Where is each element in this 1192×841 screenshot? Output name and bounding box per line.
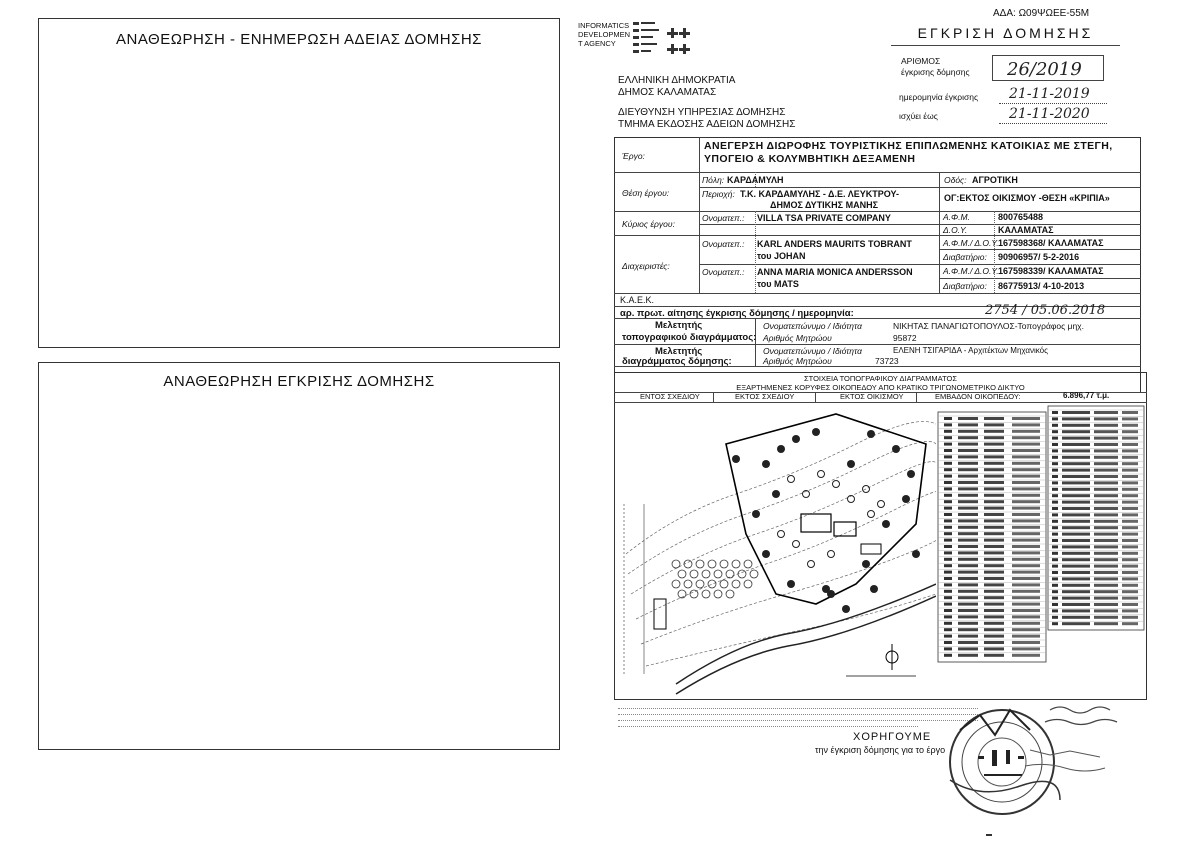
kaek-label: Κ.Α.Ε.Κ.	[620, 295, 655, 305]
owner-doy-label: Δ.Ο.Υ.	[943, 225, 968, 235]
area-value-2: ΔΗΜΟΣ ΔΥΤΙΚΗΣ ΜΑΝΗΣ	[770, 200, 878, 210]
owner-afm: 800765488	[998, 212, 1044, 222]
area-label: Περιοχή:	[702, 189, 735, 199]
designer-reg: 73723	[875, 356, 899, 366]
approve-subtext: την έγκριση δόμησης για το έργο	[815, 745, 946, 755]
surveyor-reg: 95872	[893, 333, 917, 343]
coordinates-table	[936, 404, 1146, 664]
manager1-passport-label: Διαβατήριο:	[943, 252, 987, 262]
project-label: Έργο:	[622, 151, 645, 161]
approval-number: 26/2019	[1007, 59, 1082, 80]
logo-graphic	[633, 20, 713, 60]
surveyor-label-1: Μελετητής	[655, 320, 703, 331]
number-box	[992, 55, 1104, 81]
revision-approval-title: ΑΝΑΘΕΩΡΗΣΗ ΕΓΚΡΙΣΗΣ ΔΟΜΗΣΗΣ	[163, 373, 435, 390]
number-label-1: ΑΡΙΘΜΟΣ	[901, 56, 941, 66]
country-name: ΕΛΛΗΝΙΚΗ ΔΗΜΟΚΡΑΤΙΑ	[618, 75, 736, 86]
location-label: Θέση έργου:	[622, 188, 670, 198]
date-label: ημερομηνία έγκρισης	[899, 92, 979, 102]
designer-name: ΕΛΕΝΗ ΤΣΙΓΑΡΙΔΑ - Αρχιτέκτων Μηχανικός	[893, 346, 1048, 355]
surveyor-reg-label: Αριθμός Μητρώου	[763, 333, 832, 343]
revision-update-title: ΑΝΑΘΕΩΡΗΣΗ - ΕΝΗΜΕΡΩΣΗ ΑΔΕΙΑΣ ΔΟΜΗΣΗΣ	[116, 31, 482, 48]
owner-doy: ΚΑΛΑΜΑΤΑΣ	[998, 225, 1054, 235]
survey-plan-drawing	[616, 404, 936, 696]
approval-header	[891, 21, 1120, 131]
logo-line-2: DEVELOPMEN	[578, 30, 631, 39]
topo-area-label: ΕΜΒΑΔΟΝ ΟΙΚΟΠΕΔΟΥ:	[935, 392, 1021, 401]
city-value: ΚΑΡΔΑΜΥΛΗ	[727, 175, 784, 185]
logo-line-1: INFORMATICS	[578, 21, 630, 30]
topo-header-1: ΣΤΟΙΧΕΙΑ ΤΟΠΟΓΡΑΦΙΚΟΥ ΔΙΑΓΡΑΜΜΑΤΟΣ	[803, 374, 958, 383]
surveyor-name: ΝΙΚΗΤΑΣ ΠΑΝΑΓΙΩΤΟΠΟΥΛΟΣ-Τοπογράφος μηχ.	[893, 321, 1085, 331]
designer-label-2: διαγράμματος δόμησης:	[622, 356, 732, 367]
number-label-2: έγκρισης δόμησης	[901, 67, 970, 77]
manager2-name-2: του MATS	[757, 279, 799, 289]
valid-label: ισχύει έως	[899, 111, 938, 121]
city-label: Πόλη:	[702, 175, 725, 185]
owner-label: Κύριος έργου:	[622, 219, 675, 229]
project-description-2: ΥΠΟΓΕΙΟ & ΚΟΛΥΜΒΗΤΙΚΗ ΔΕΞΑΜΕΝΗ	[704, 153, 916, 165]
application-value: 2754 / 05.06.2018	[985, 303, 1106, 318]
approval-date: 21-11-2019	[1009, 86, 1090, 102]
project-description-1: ΑΝΕΓΕΡΣΗ ΔΙΩΡΟΦΗΣ ΤΟΥΡΙΣΤΙΚΗΣ ΕΠΙΠΛΩΜΕΝΗΣ ΚΑΤΟΙΚΙΑΣ ΜΕ ΣΤΕΓΗ,	[704, 140, 1113, 152]
municipality-name: ΔΗΜΟΣ ΚΑΛΑΜΑΤΑΣ	[618, 87, 717, 98]
manager1-passport: 90906957/ 5-2-2016	[998, 252, 1080, 262]
department-name: ΤΜΗΜΑ ΕΚΔΟΣΗΣ ΑΔΕΙΩΝ ΔΟΜΗΣΗΣ	[618, 119, 796, 130]
official-stamp	[940, 690, 1150, 830]
approve-heading: ΧΟΡΗΓΟΥΜΕ	[853, 731, 932, 743]
manager1-name-1: KARL ANDERS MAURITS TOBRANT	[757, 239, 912, 249]
application-label: αρ. πρωτ. αίτησης έγκρισης δόμησης / ημερομηνία:	[620, 308, 854, 319]
manager2-afm: 167598339/ ΚΑΛΑΜΑΤΑΣ	[998, 266, 1104, 276]
logo-line-3: T AGENCY	[578, 39, 616, 48]
revision-approval-box	[38, 362, 560, 750]
area-value-1: Τ.Κ. ΚΑΡΔΑΜΥΛΗΣ - Δ.Ε. ΛΕΥΚΤΡΟΥ-	[740, 189, 899, 199]
scan-mark	[986, 834, 992, 836]
topo-area-value: 6.896,77 τ.μ.	[1063, 391, 1110, 400]
doc-title: ΕΓΚΡΙΣΗ ΔΟΜΗΣΗΣ	[917, 25, 1094, 41]
agency-logo	[578, 21, 630, 48]
topo-col-within-plan: ΕΝΤΟΣ ΣΧΕΔΙΟΥ	[640, 392, 700, 401]
owner-afm-label: Α.Φ.Μ.	[943, 212, 970, 222]
owner-name: VILLA TSA PRIVATE COMPANY	[757, 213, 891, 223]
surveyor-label-2: τοπογραφικού διαγράμματος:	[622, 332, 757, 343]
manager1-afm: 167598368/ ΚΑΛΑΜΑΤΑΣ	[998, 238, 1104, 248]
revision-update-box	[38, 18, 560, 348]
manager1-name-2: του JOHAN	[757, 251, 806, 261]
surveyor-name-label: Ονοματεπώνυμο / Ιδιότητα	[763, 321, 862, 331]
owner-name-label: Ονοματεπ.:	[702, 213, 745, 223]
manager2-afm-label: Α.Φ.Μ./ Δ.Ο.Υ.	[943, 266, 999, 276]
topo-col-outside-settlement: ΕΚΤΟΣ ΟΙΚΙΣΜΟΥ	[840, 392, 904, 401]
street-value: ΑΓΡΟΤΙΚΗ	[972, 175, 1018, 185]
out-of-town-value: ΟΓ:ΕΚΤΟΣ ΟΙΚΙΣΜΟΥ -ΘΕΣΗ «ΚΡΙΠΙΑ»	[944, 193, 1110, 203]
valid-until-date: 21-11-2020	[1009, 106, 1090, 122]
ada-code: ΑΔΑ: Ω09ΨΩΕΕ-55Μ	[993, 8, 1090, 19]
manager1-name-label: Ονοματεπ.:	[702, 239, 745, 249]
designer-name-label: Ονοματεπώνυμο / Ιδιότητα	[763, 346, 862, 356]
designer-label-1: Μελετητής	[655, 346, 703, 357]
directorate-name: ΔΙΕΥΘΥΝΣΗ ΥΠΗΡΕΣΙΑΣ ΔΟΜΗΣΗΣ	[618, 107, 786, 118]
manager1-afm-label: Α.Φ.Μ./ Δ.Ο.Υ.	[943, 238, 999, 248]
manager2-name-1: ANNA MARIA MONICA ANDERSSON	[757, 267, 913, 277]
street-label: Οδός:	[944, 175, 967, 185]
designer-reg-label: Αριθμός Μητρώου	[763, 356, 832, 366]
manager2-passport-label: Διαβατήριο:	[943, 281, 987, 291]
manager2-name-label: Ονοματεπ.:	[702, 267, 745, 277]
manager2-passport: 86775913/ 4-10-2013	[998, 281, 1085, 291]
managers-label: Διαχειριστές:	[622, 261, 670, 271]
topo-header-2: ΕΞΑΡΤΗΜΕΝΕΣ ΚΟΡΥΦΕΣ ΟΙΚΟΠΕΔΟΥ ΑΠΟ ΚΡΑΤΙΚΟ ΤΡΙΓΩΝΟΜΕΤΡΙΚΟ ΔΙΚΤΥΟ	[736, 383, 1025, 392]
topo-col-outside-plan: ΕΚΤΟΣ ΣΧΕΔΙΟΥ	[735, 392, 795, 401]
